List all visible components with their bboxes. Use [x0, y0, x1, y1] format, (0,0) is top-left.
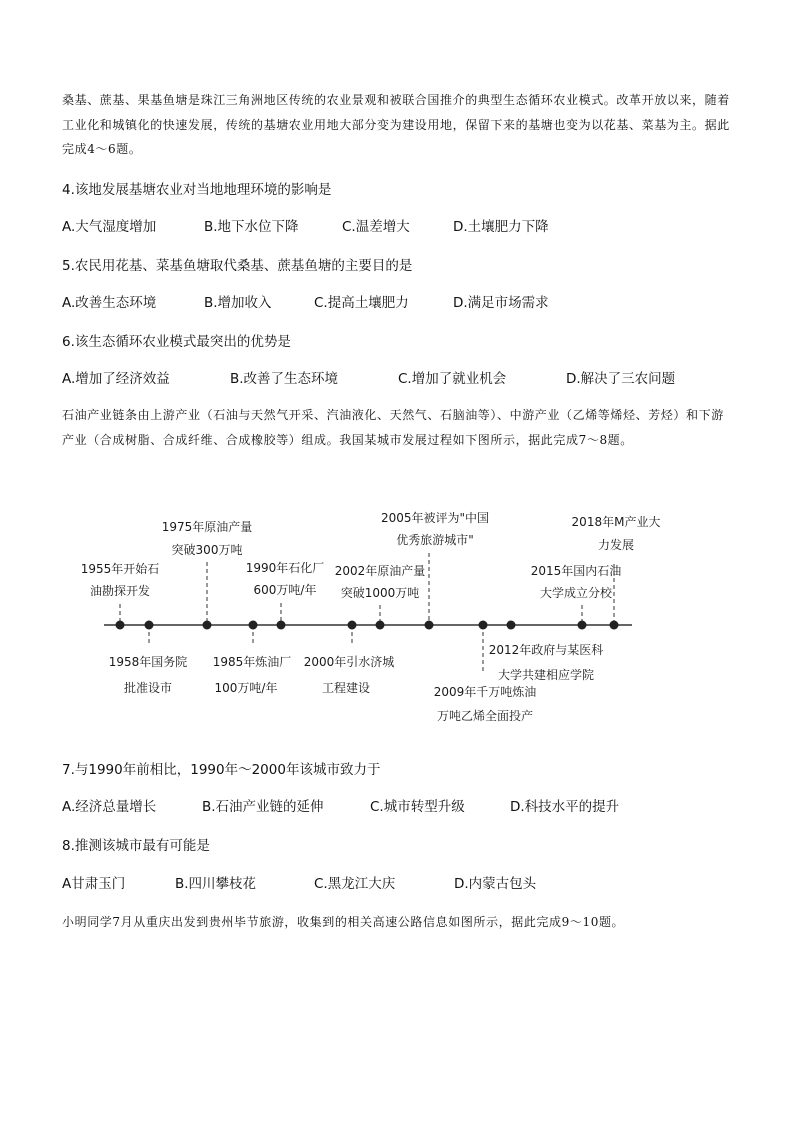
event-dot-2002	[376, 621, 385, 630]
q6-option-d[interactable]: D.解决了三农问题	[566, 371, 676, 387]
question-6-stem: 6.该生态循环农业模式最突出的优势是	[62, 334, 291, 350]
label-2009-line2: 万吨乙烯全面投产	[436, 709, 534, 723]
q4-option-b[interactable]: B.地下水位下降	[204, 219, 299, 235]
label-1975-line2: 突破300万吨	[171, 543, 243, 557]
event-dot-1990	[277, 621, 286, 630]
event-dot-2009	[479, 621, 488, 630]
question-7-options	[62, 797, 734, 817]
q8-option-c[interactable]: C.黑龙江大庆	[314, 876, 396, 892]
label-1985-line1: 1985年炼油厂	[212, 655, 292, 669]
q5-option-c[interactable]: C.提高土壤肥力	[314, 295, 409, 311]
label-2012-line1: 2012年政府与某医科	[488, 643, 604, 657]
q8-option-b[interactable]: B.四川攀枝花	[175, 876, 257, 892]
question-6-options	[62, 369, 734, 389]
label-2015-line1: 2015年国内石油	[530, 564, 622, 578]
q5-option-b[interactable]: B.增加收入	[204, 295, 272, 311]
label-2002-line1: 2002年原油产量	[334, 564, 426, 578]
question-4-options	[62, 217, 734, 237]
label-1985-line2: 100万吨/年	[214, 681, 278, 695]
q5-option-d[interactable]: D.满足市场需求	[453, 295, 549, 311]
label-1990-line1: 1990年石化厂	[245, 561, 325, 575]
event-dot-1958	[145, 621, 154, 630]
label-2005-line2: 优秀旅游城市"	[396, 533, 474, 547]
question-8-options	[62, 874, 734, 894]
label-2000-line1: 2000年引水济城	[303, 655, 395, 669]
city-development-timeline	[0, 500, 794, 730]
event-dot-1985	[249, 621, 258, 630]
event-dot-1955	[116, 621, 125, 630]
q8-option-d[interactable]: D.内蒙古包头	[454, 876, 537, 892]
passage-9-10: 小明同学7月从重庆出发到贵州毕节旅游，收集到的相关高速公路信息如图所示，据此完成9～10题。	[62, 915, 625, 929]
passage-4-6: 桑基、蔗基、果基鱼塘是珠江三角洲地区传统的农业景观和被联合国推介的典型生态循环农业模式。改革开放以来，随着工业化和城镇化的快速发展，传统的基塘农业用地大部分变为建设用地，保留下来的基塘也变为以花基、菜基为主。据此完成4～6题。	[62, 93, 730, 156]
question-7-stem: 7.与1990年前相比，1990年～2000年该城市致力于	[62, 762, 381, 778]
passage-7-8: 石油产业链条由上游产业（石油与天然气开采、汽油液化、天然气、石脑油等）、中游产业（乙烯等烯烃、芳烃）和下游产业（合成树脂、合成纤维、合成橡胶等）组成。我国某城市发展过程如下图所示，据此完成7～8题。	[62, 408, 724, 447]
question-5-stem: 5.农民用花基、菜基鱼塘取代桑基、蔗基鱼塘的主要目的是	[62, 258, 413, 274]
event-dot-2018	[610, 621, 619, 630]
q4-option-d[interactable]: D.土壤肥力下降	[453, 219, 549, 235]
label-2015-line2: 大学成立分校	[539, 586, 613, 600]
label-1990-line2: 600万吨/年	[253, 583, 317, 597]
label-2018-line1: 2018年M产业大	[571, 515, 661, 529]
label-2018-line2: 力发展	[597, 538, 635, 552]
q7-option-c[interactable]: C.城市转型升级	[370, 799, 465, 815]
q6-option-a[interactable]: A.增加了经济效益	[62, 371, 170, 387]
q8-option-a[interactable]: A甘肃玉门	[62, 876, 126, 892]
q4-option-c[interactable]: C.温差增大	[342, 219, 410, 235]
label-2012-line2: 大学共建相应学院	[497, 668, 595, 682]
label-1955-line2: 油勘探开发	[89, 584, 151, 598]
q7-option-a[interactable]: A.经济总量增长	[62, 799, 157, 815]
event-dot-2015	[578, 621, 587, 630]
q4-option-a[interactable]: A.大气湿度增加	[62, 219, 157, 235]
label-1958-line2: 批准设市	[123, 681, 173, 695]
event-dot-1975	[203, 621, 212, 630]
question-5-options	[62, 293, 734, 313]
label-1975-line1: 1975年原油产量	[161, 520, 253, 534]
event-dot-2005	[425, 621, 434, 630]
q7-option-d[interactable]: D.科技水平的提升	[510, 799, 620, 815]
question-8-stem: 8.推测该城市最有可能是	[62, 838, 210, 854]
q6-option-b[interactable]: B.改善了生态环境	[230, 371, 339, 387]
q7-option-b[interactable]: B.石油产业链的延伸	[202, 799, 324, 815]
label-2000-line2: 工程建设	[321, 681, 371, 695]
q5-option-a[interactable]: A.改善生态环境	[62, 295, 157, 311]
label-2002-line2: 突破1000万吨	[340, 586, 420, 600]
label-1958-line1: 1958年国务院	[108, 655, 188, 669]
event-dot-2000	[348, 621, 357, 630]
label-1955-line1: 1955年开始石	[80, 562, 160, 576]
label-2005-line1: 2005年被评为"中国	[380, 511, 490, 525]
event-dot-2012	[507, 621, 516, 630]
q6-option-c[interactable]: C.增加了就业机会	[398, 371, 507, 387]
question-4-stem: 4.该地发展基塘农业对当地地理环境的影响是	[62, 182, 332, 198]
label-2009-line1: 2009年千万吨炼油	[433, 685, 537, 699]
